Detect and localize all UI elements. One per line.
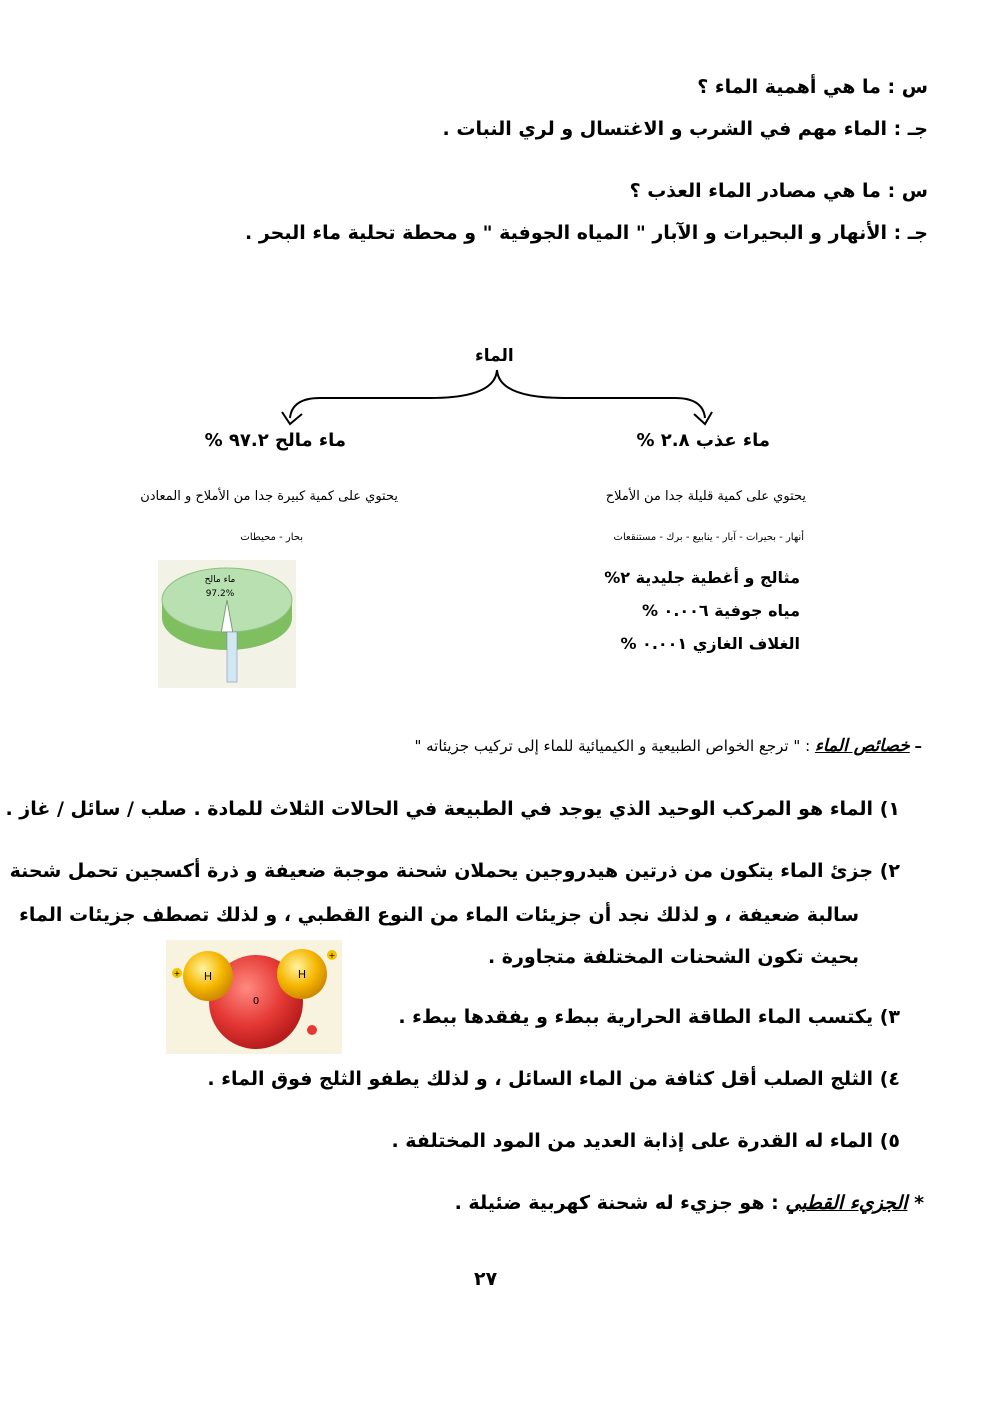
water-pie-chart: [158, 560, 296, 688]
question-2: س : ما هي مصادر الماء العذب ؟: [629, 180, 928, 202]
branch-brace: [280, 368, 720, 428]
properties-heading-row: [414, 736, 922, 756]
oxygen-label: 0: [252, 996, 260, 1007]
property-2-line-2: سالبة ضعيفة ، و لذلك نجد أن جزيئات الماء من النوع القطبي ، و لذلك تصطف جزيئات الماء: [19, 904, 859, 926]
item-number: ١): [879, 798, 900, 820]
definition-row: [455, 1192, 924, 1214]
definition-term: الجزيء القطبي: [785, 1192, 908, 1214]
fresh-water-title: ماء عذب ٢.٨ %: [636, 430, 770, 451]
hydrogen-label: H: [203, 970, 213, 983]
item-text: جزئ الماء يتكون من ذرتين هيدروجين يحملان شحنة موجبة ضعيفة و ذرة أكسجين تحمل شحنة: [9, 860, 874, 882]
item-text: الثلج الصلب أقل كثافة من الماء السائل ، و لذلك يطفو الثلج فوق الماء .: [207, 1068, 874, 1090]
positive-charge: +: [173, 969, 181, 978]
item-number: ٥): [879, 1130, 900, 1152]
item-text: الماء هو المركب الوحيد الذي يوجد في الطبيعة في الحالات الثلاث للمادة . صلب / سائل / غاز .: [5, 798, 874, 820]
heading-dash: –: [914, 737, 922, 755]
item-number: ٣): [879, 1006, 900, 1028]
hydrogen-label: H: [297, 968, 307, 981]
properties-intro: " ترجع الخواص الطبيعية و الكيميائية للماء إلى تركيب جزيئاته ": [414, 737, 801, 755]
fresh-item: الغلاف الغازي ٠.٠٠١ %: [620, 634, 800, 653]
fresh-item: مثالج و أغطية جليدية ٢%: [604, 568, 800, 587]
positive-charge: +: [328, 951, 336, 960]
fresh-item: مياه جوفية ٠.٠٠٦ %: [641, 601, 800, 620]
salt-water-title: ماء مالح ٩٧.٢ %: [204, 430, 346, 451]
property-4: [207, 1068, 900, 1090]
salt-water-desc: يحتوي على كمية كبيرة جدا من الأملاح و المعادن: [140, 489, 398, 504]
pie-value: 97.2%: [205, 589, 235, 599]
property-1: [5, 798, 900, 820]
property-2-line-3: بحيث تكون الشحنات المختلفة متجاورة .: [487, 946, 859, 968]
page-number: ٢٧: [474, 1268, 498, 1290]
definition-text: : هو جزيء له شحنة كهربية ضئيلة .: [454, 1192, 779, 1214]
answer-1: جـ : الماء مهم في الشرب و الاغتسال و لري النبات .: [442, 118, 928, 140]
question-1: س : ما هي أهمية الماء ؟: [697, 76, 928, 98]
salt-water-sources: بحار - محيطات: [240, 532, 303, 543]
fresh-water-desc: يحتوي على كمية قليلة جدا من الأملاح: [605, 489, 806, 504]
property-3: [398, 1006, 900, 1028]
diagram-root: الماء: [475, 346, 514, 366]
fresh-water-sources: أنهار - بحيرات - آبار - ينابيع - برك - مستنقعات: [613, 532, 804, 543]
pie-fresh-column: [227, 632, 237, 682]
heading-colon: :: [805, 737, 811, 755]
definition-star: *: [914, 1192, 924, 1214]
item-text: يكتسب الماء الطاقة الحرارية ببطء و يفقدها ببطء .: [398, 1006, 874, 1028]
negative-charge-dot: [307, 1025, 317, 1035]
property-2: [10, 860, 900, 882]
item-number: ٤): [879, 1068, 900, 1090]
property-5: [391, 1130, 900, 1152]
answer-2: جـ : الأنهار و البحيرات و الآبار " المياه الجوفية " و محطة تحلية ماء البحر .: [245, 222, 928, 244]
item-number: ٢): [879, 860, 900, 882]
item-text: الماء له القدرة على إذابة العديد من المود المختلفة .: [391, 1130, 874, 1152]
properties-heading: خصائص الماء: [814, 736, 910, 756]
pie-label: ماء مالح: [204, 575, 236, 585]
water-molecule-image: [166, 940, 342, 1054]
